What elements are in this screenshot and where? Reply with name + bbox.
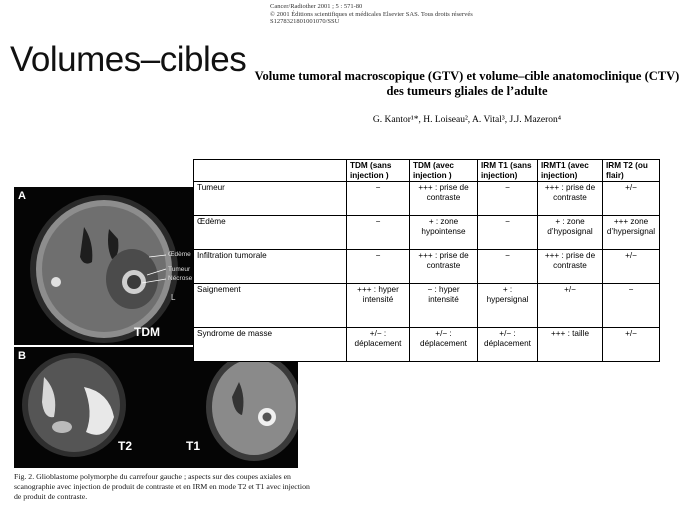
table-cell: +++ zone d’hypersignal <box>603 216 660 250</box>
header-tdm-sans-injection: TDM (sans injection ) <box>347 160 410 182</box>
header-tdm-avec-injection: TDM (avec injection ) <box>410 160 478 182</box>
table-row <box>194 328 660 362</box>
table-cell: +/− : déplacement <box>347 328 410 362</box>
table-cell: + : zone hypointense <box>410 216 478 250</box>
panel-a-label: A <box>18 190 26 202</box>
journal-reference <box>270 3 473 26</box>
mri-image <box>14 347 298 468</box>
table-cell: +/− <box>538 284 603 328</box>
table-cell: +++ : prise de contraste <box>410 182 478 216</box>
table-cell: +/− <box>603 328 660 362</box>
table-cell: + : zone d’hyposignal <box>538 216 603 250</box>
header-irm-t2: IRM T2 (ou flair) <box>603 160 660 182</box>
article-title <box>252 69 682 99</box>
row-label: Tumeur <box>194 182 347 216</box>
table-cell: +++ : prise de contraste <box>538 182 603 216</box>
annotation-necrose: Nécrose <box>168 275 193 282</box>
row-label: Saignement <box>194 284 347 328</box>
slide-title: Volumes–cibles <box>10 40 247 79</box>
table-cell: +/− : déplacement <box>478 328 538 362</box>
table-row <box>194 216 660 250</box>
reference-line-2: © 2001 Éditions scientifiques et médicales Elsevier SAS. Tous droits réservés <box>270 10 473 18</box>
article-title-line-2: des tumeurs gliales de l’adulte <box>386 84 548 98</box>
table-cell: − : hyper intensité <box>410 284 478 328</box>
reference-line-3: S1278321801001070/SSU <box>270 18 340 25</box>
table-cell: +++ : prise de contraste <box>410 250 478 284</box>
annotation-l: L <box>171 293 176 302</box>
annotation-tumeur: Tumeur <box>168 266 191 273</box>
row-label: Syndrome de masse <box>194 328 347 362</box>
article-title-line-1: Volume tumoral macroscopique (GTV) et volume–cible anatomoclinique (CTV) <box>254 69 680 83</box>
table-row <box>194 182 660 216</box>
table-cell: +/− : déplacement <box>410 328 478 362</box>
table-row <box>194 284 660 328</box>
table-cell: +++ : taille <box>538 328 603 362</box>
table-cell: +++ : prise de contraste <box>538 250 603 284</box>
table-header-row <box>194 160 660 182</box>
table-cell: − <box>478 182 538 216</box>
table-cell: +/− <box>603 182 660 216</box>
header-empty-cell <box>194 160 347 182</box>
mri-panel <box>14 347 298 468</box>
panel-b-t1-label: T1 <box>186 439 201 453</box>
table-row <box>194 250 660 284</box>
table-cell: +/− <box>603 250 660 284</box>
table-cell: − <box>347 250 410 284</box>
panel-a-modality: TDM <box>134 325 160 339</box>
row-label: Œdème <box>194 216 347 250</box>
annotation-oedeme: Œdème <box>168 251 191 258</box>
row-label: Infiltration tumorale <box>194 250 347 284</box>
imaging-comparison-table <box>193 159 660 362</box>
table-cell: − <box>603 284 660 328</box>
article-authors: G. Kantor¹*, H. Loiseau², A. Vital³, J.J. Mazeron⁴ <box>372 115 562 125</box>
header-irm-t1-sans-injection: IRM T1 (sans injection) <box>478 160 538 182</box>
header-irm-t1-avec-injection: IRMT1 (avec injection) <box>538 160 603 182</box>
table-cell: + : hypersignal <box>478 284 538 328</box>
table-cell: +++ : hyper intensité <box>347 284 410 328</box>
reference-line-1: Cancer/Radiother 2001 ; 5 : 571-80 <box>270 3 363 10</box>
table-cell: − <box>478 250 538 284</box>
panel-b-t2-label: T2 <box>118 439 133 453</box>
table-cell: − <box>347 216 410 250</box>
table-cell: − <box>478 216 538 250</box>
figure-caption: Fig. 2. Glioblastome polymorphe du carrefour gauche ; aspects sur des coupes axiales en scanographie avec injection de produit de contraste et en IRM en mode T2 et T1 avec injection de produit de contraste. <box>14 472 310 501</box>
table-cell: − <box>347 182 410 216</box>
panel-b-label: B <box>18 350 26 362</box>
